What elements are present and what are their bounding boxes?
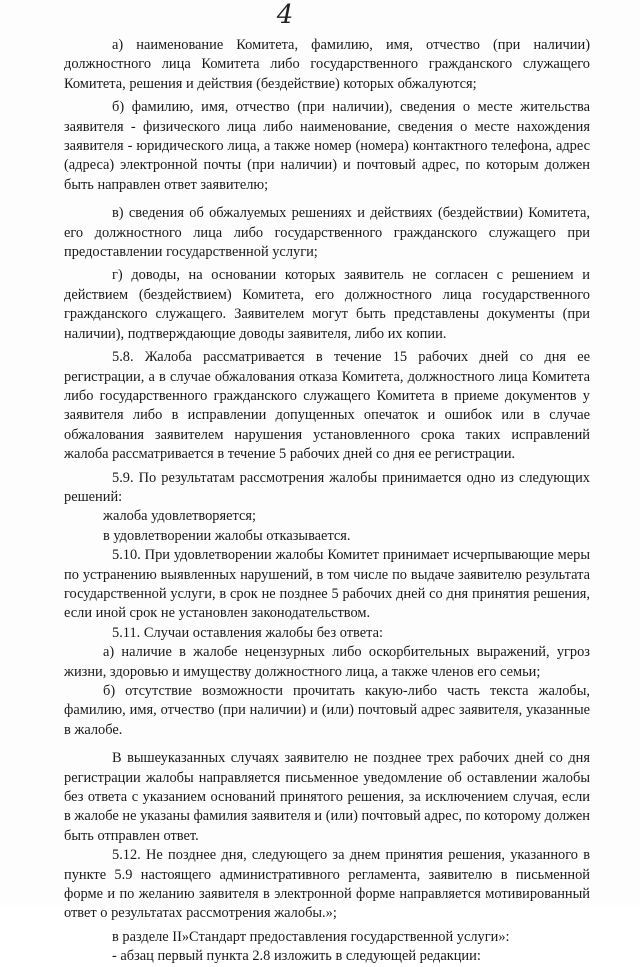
list-item-satisfied: жалоба удовлетворяется; xyxy=(103,508,256,525)
paragraph-a-committee: а) наименование Комитета, фамилию, имя, отчество (при наличии) должностного лица Комитета либо государственного гражданского служащего Комитета, решения и действия (бездействие) которых обжалуются; xyxy=(64,37,590,92)
paragraph-5-11-a: а) наличие в жалобе нецензурных либо оскорбительных выражений, угроз жизни, здоровью и имуществу должностного лица, а также членов его семьи; xyxy=(64,644,590,680)
paragraph-5-9: 5.9. По результатам рассмотрения жалобы принимается одно из следующих решений: xyxy=(64,469,590,505)
paragraph-5-11: 5.11. Случаи оставления жалобы без ответа: xyxy=(112,624,383,641)
paragraph-section-ii: в разделе II»Стандарт предоставления государственной услуги»: xyxy=(112,928,510,945)
paragraph-5-11-b: б) отсутствие возможности прочитать какую-либо часть текста жалобы, фамилию, имя, отчество (при наличии) и (или) почтовый адрес заявителя, указанные в жалобе. xyxy=(64,683,590,738)
list-item-refused: в удовлетворении жалобы отказывается. xyxy=(103,527,351,544)
paragraph-5-10: 5.10. При удовлетворении жалобы Комитет принимает исчерпывающие меры по устранению выявленных нарушений, в том числе по выдаче заявителю результата государственной услуги, в срок не позднее 5 рабочих дней со дня принятия решения, если иной срок не установлен законодательством. xyxy=(64,547,590,622)
document-body xyxy=(64,36,590,967)
paragraph-b-applicant: б) фамилию, имя, отчество (при наличии), сведения о месте жительства заявителя - физического лица либо наименование, сведения о месте нахождения заявителя - юридического лица, а также номер (номера) контактного телефона, адрес (адреса) электронной почты (при наличии) и почтовый адрес, по которым должен быть направлен ответ заявителю; xyxy=(64,99,590,193)
page-number: 4 xyxy=(276,0,294,30)
paragraph-notification: В вышеуказанных случаях заявителю не позднее трех рабочих дней со дня регистрации жалобы направляется письменное уведомление об оставлении жалобы без ответа с указанием оснований принятого решения, за исключением случая, если в жалобе не указаны фамилия заявителя и (или) почтовый адрес, по которому должен быть отправлен ответ. xyxy=(64,750,590,844)
paragraph-2-8: - абзац первый пункта 2.8 изложить в следующей редакции: xyxy=(112,948,481,965)
paragraph-5-8: 5.8. Жалоба рассматривается в течение 15 рабочих дней со дня ее регистрации, а в случае обжалования отказа Комитета, должностного лица Комитета либо государственного гражданского служащего Комитета в приеме документов у заявителя либо в исправлении допущенных опечаток и ошибок или в случае обжалования заявителем нарушения установленного срока таких исправлений жалоба рассматривается в течение 5 рабочих дней со дня ее регистрации. xyxy=(64,349,590,463)
paragraph-g-arguments: г) доводы, на основании которых заявитель не согласен с решением и действием (бездействием) Комитета, его должностного лица государственного гражданского служащего. Заявителем могут быть представлены документы (при наличии), подтверждающие доводы заявителя, либо их копии. xyxy=(64,267,590,342)
paragraph-v-decisions: в) сведения об обжалуемых решениях и действиях (бездействии) Комитета, его должностного лица либо государственного гражданского служащего при предоставлении государственной услуги; xyxy=(64,205,590,261)
paragraph-5-12: 5.12. Не позднее дня, следующего за днем принятия решения, указанного в пункте 5.9 настоящего административного регламента, заявителю в письменной форме и по желанию заявителя в электронной форме направляется мотивированный ответ о результатах рассмотрения жалобы.»; xyxy=(64,847,590,922)
